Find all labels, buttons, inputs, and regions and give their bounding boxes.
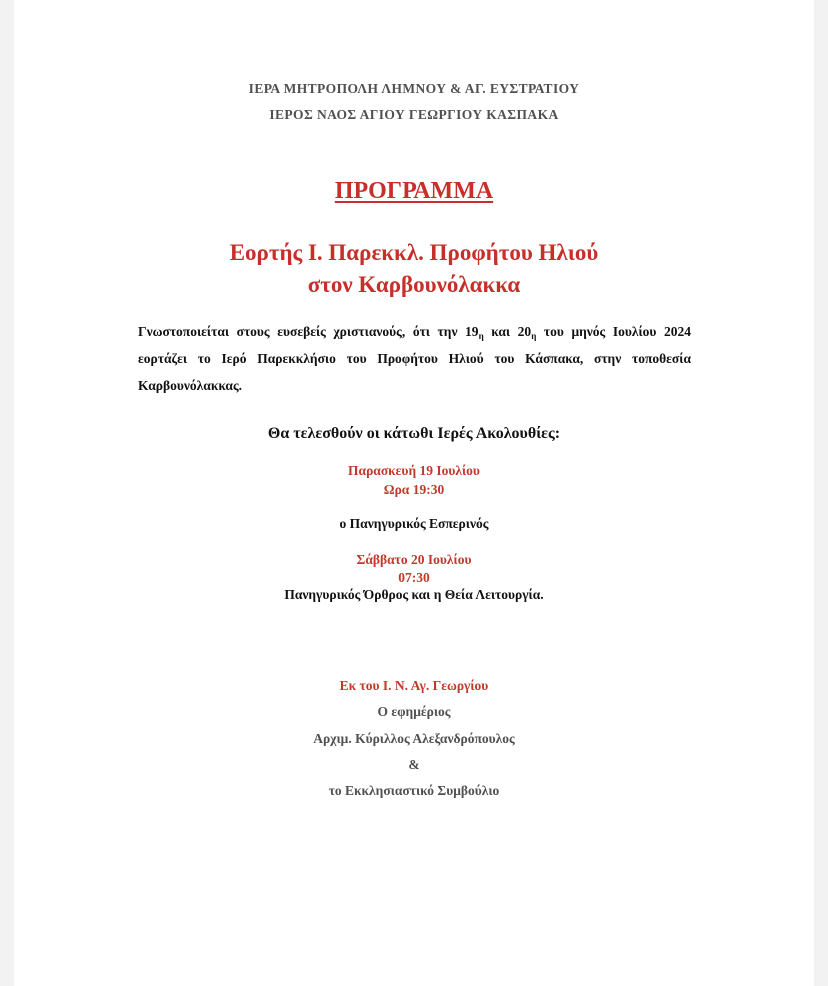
document-page <box>14 0 814 986</box>
page-left-margin <box>0 0 14 986</box>
signature-role: Ο εφημέριος <box>377 704 451 719</box>
ordinal-suffix: η <box>478 331 484 341</box>
header-church: ΙΕΡΟΣ ΝΑΟΣ ΑΓΙΟΥ ΓΕΩΡΓΙΟΥ ΚΑΣΠΑΚΑ <box>269 107 559 122</box>
signature-council: το Εκκλησιαστικό Συμβούλιο <box>328 783 500 798</box>
service-1-time: Ωρα 19:30 <box>383 482 445 497</box>
service-2-day: Σάββατο 20 Ιουλίου <box>356 552 472 567</box>
signature-from: Εκ του Ι. Ν. Αγ. Γεωργίου <box>339 678 489 693</box>
subtitle-line-1: Εορτής Ι. Παρεκκλ. Προφήτου Ηλιού <box>229 240 599 265</box>
service-2-time: 07:30 <box>398 570 430 585</box>
announcement-text: του μηνός Ιουλίου 2024 εορτάζει το Ιερό Παρεκκλήσιο του Προφήτου Ηλιού του Κάσπακα, στην τοποθεσία Καρβουνόλακκας. <box>138 324 691 393</box>
ordinal-suffix: η <box>531 331 537 341</box>
subtitle-line-2: στον Καρβουνόλακκα <box>307 272 521 297</box>
signature-name: Αρχιμ. Κύριλλος Αλεξανδρόπουλος <box>313 731 515 746</box>
page-right-margin <box>814 0 828 986</box>
service-1-name: ο Πανηγυρικός Εσπερινός <box>339 516 489 531</box>
announcement-paragraph <box>138 318 691 399</box>
service-2-name: Πανηγυρικός Όρθρος και η Θεία Λειτουργία. <box>284 587 544 602</box>
announcement-text: και 20 <box>483 324 532 339</box>
service-1-day: Παρασκευή 19 Ιουλίου <box>348 463 480 478</box>
services-heading: Θα τελεσθούν οι κάτωθι Ιερές Ακολουθίες: <box>267 425 561 442</box>
page-title: ΠΡΟΓΡΑΜΜΑ <box>334 178 494 204</box>
signature-ampersand: & <box>408 757 420 772</box>
announcement-text: Γνωστοποιείται στους ευσεβείς χριστιανούς, ότι την 19 <box>138 324 479 339</box>
header-metropolis: ΙΕΡΑ ΜΗΤΡΟΠΟΛΗ ΛΗΜΝΟΥ & ΑΓ. ΕΥΣΤΡΑΤΙΟΥ <box>248 81 580 96</box>
